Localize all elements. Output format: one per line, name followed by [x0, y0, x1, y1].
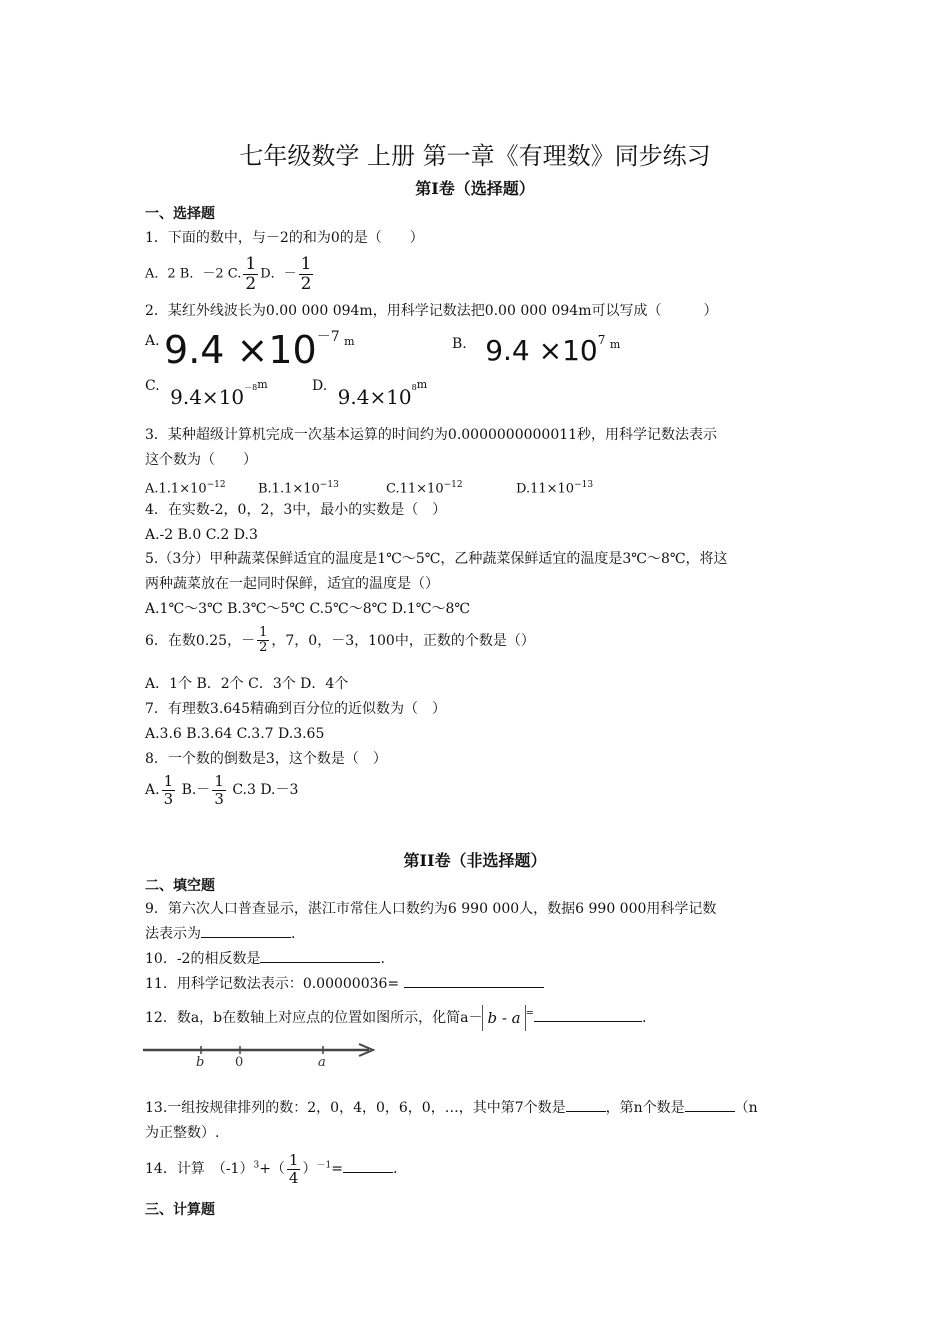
q2-option-c: C. $9.4\times 10^{-8m}$ — [145, 378, 268, 409]
section3-heading: 三、计算题 — [145, 1202, 215, 1218]
q10: 10．-2的相反数是 . — [145, 948, 385, 970]
q4-stem: 4．在实数-2，0，2，3中，最小的实数是（ ） — [145, 502, 447, 518]
q4-options: A.-2 B.0 C.2 D.3 — [145, 527, 258, 543]
q13-blank-7th[interactable] — [566, 1097, 606, 1112]
q1-options: A．2 B．－2 C. $\frac{1}{2}$ D．－ $\frac{1}{2}$ — [145, 254, 312, 294]
q13-line2: 为正整数）. — [145, 1125, 220, 1141]
part2-heading: 第II卷（非选择题） — [403, 851, 547, 870]
q12: 12．数a，b在数轴上对应点的位置如图所示，化简a－ b - a = . — [145, 1003, 646, 1031]
q2-option-b: B. $9.4 \times 10^7$ $^m$ — [452, 333, 621, 367]
q3-option-b: $B.1.1\times 10^{-13}$ — [258, 480, 339, 497]
q5-line2: 两种蔬菜放在一起同时保鲜，适宜的温度是（） — [145, 576, 439, 592]
q13-line1: 13.一组按规律排列的数：2，0，4，0，6，0，…，其中第7个数是 ，第n个数是 （n — [145, 1097, 758, 1119]
label-b: b — [196, 1055, 205, 1070]
q11: 11．用科学记数法表示：0.00000036= — [145, 973, 544, 995]
q6-stem: 6．在数0.25，－ $\frac{1}{2}$ ，7，0，－3，100中，正数的个数是（） — [145, 625, 535, 656]
q11-answer-blank[interactable] — [404, 973, 544, 988]
q7-options: A.3.6 B.3.64 C.3.7 D.3.65 — [145, 726, 325, 742]
q1-stem: 1．下面的数中，与－2的和为0的是（ ） — [145, 230, 424, 246]
q14: 14．计算 $(-1)^3+$（ $\frac{1}{4}$ ）$^{-1}$= . — [145, 1151, 398, 1187]
part1-heading: 第Ⅰ卷（选择题） — [415, 179, 535, 198]
label-0: 0 — [235, 1055, 244, 1070]
q5-options: A.1℃～3℃ B.3℃～5℃ C.5℃～8℃ D.1℃～8℃ — [145, 601, 471, 617]
q3-line2: 这个数为（ ） — [145, 452, 257, 468]
q3-option-a: $A.1.1\times 10^{-12}$ — [145, 480, 226, 497]
number-line-figure — [143, 1036, 379, 1070]
q3-option-d: $D.11\times 10^{-13}$ — [516, 480, 594, 497]
q12-answer-blank[interactable] — [534, 1007, 642, 1022]
q7-stem: 7．有理数3.645精确到百分位的近似数为（ ） — [145, 701, 446, 717]
section2-heading: 二、填空题 — [145, 878, 215, 894]
q2-option-d: D. $9.4\times 10^{8m}$ — [312, 378, 428, 409]
label-a: a — [318, 1055, 326, 1070]
q8-stem: 8．一个数的倒数是3，这个数是（ ） — [145, 751, 387, 767]
q2-option-a: A. $9.4 \times 10^{-7}$ $^m$ — [145, 328, 355, 372]
q6-options: A．1个 B．2个 C．3个 D．4个 — [145, 676, 349, 692]
q10-answer-blank[interactable] — [260, 948, 380, 963]
q3-line1: 3．某种超级计算机完成一次基本运算的时间约为0.0000000000011秒，用科学记数法表示 — [145, 427, 718, 443]
q8-options: A. $\frac{1}{3}$ B.－ $\frac{1}{3}$ C.3 D.－3 — [145, 772, 299, 808]
q13-blank-nth[interactable] — [685, 1097, 735, 1112]
q3-option-c: $C.11\times 10^{-12}$ — [386, 480, 463, 497]
q2-stem: 2．某红外线波长为0.00 000 094m，用科学记数法把0.00 000 094m可以写成（ ） — [145, 303, 718, 319]
q5-line1: 5.（3分）甲种蔬菜保鲜适宜的温度是1℃～5℃，乙种蔬菜保鲜适宜的温度是3℃～8℃，将这 — [145, 551, 728, 567]
q9-answer-blank[interactable] — [201, 923, 291, 938]
q14-answer-blank[interactable] — [343, 1158, 393, 1173]
q9-line1: 9．第六次人口普查显示，湛江市常住人口数约为6 990 000人，数据6 990 000用科学记数 — [145, 901, 717, 917]
q9-line2: 法表示为 . — [145, 923, 295, 945]
section1-heading: 一、选择题 — [145, 206, 215, 222]
page-title: 七年级数学 上册 第一章《有理数》同步练习 — [239, 142, 711, 170]
